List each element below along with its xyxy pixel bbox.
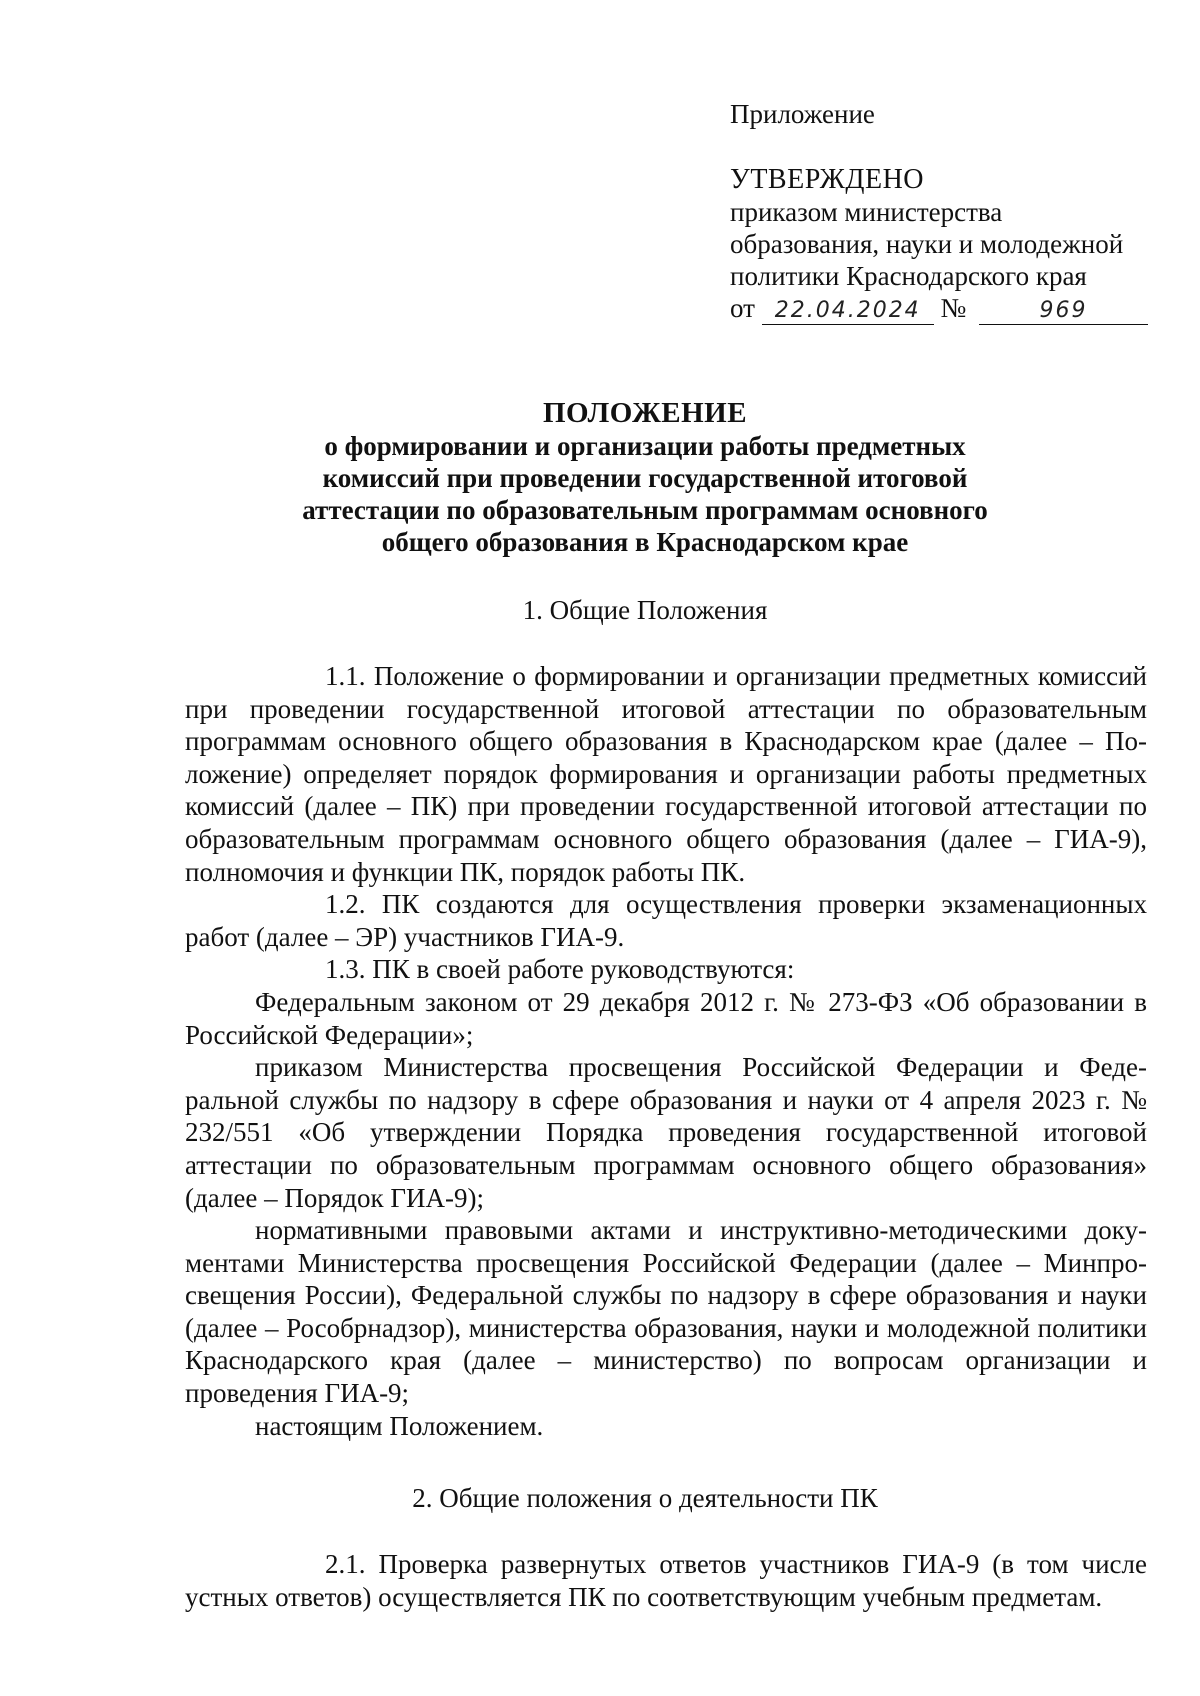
from-label: от: [730, 293, 755, 323]
paragraph-1-1: 1.1. Положение о формировании и организации предметных комиссий при проведении государственной итоговой аттестации по образовательным программам основного общего образования в Краснодарском крае (далее – Положение) определяет порядок формирования и организации работы предметных комиссий (далее – ПК) при проведении государственной итоговой аттестации по образовательным программам основного общего образования (далее – ГИА-9), полномочия и функции ПК, порядок работы ПК.: [185, 661, 1147, 887]
title-line-1: о формировании и организации работы предметных: [324, 431, 966, 461]
approved-label: УТВЕРЖДЕНО: [730, 164, 925, 195]
document-title: [185, 397, 1105, 558]
handwritten-order-number: 969: [979, 298, 1148, 325]
number-label: №: [940, 293, 967, 323]
approval-line-3: политики Краснодарского края: [730, 261, 1087, 291]
paragraph-2-1: 2.1. Проверка развернутых ответов участников ГИА-9 (в том числе устных ответов) осуществляется ПК по соответствующим учебным предметам.: [185, 1549, 1147, 1612]
title-line-3: аттестации по образовательным программам основного: [302, 495, 988, 525]
title-line-4: общего образования в Краснодарском крае: [381, 527, 909, 557]
paragraph-normative-acts: нормативными правовыми актами и инструктивно-методическими документами Министерства просвещения Российской Федерации (далее – Минпросвещения России), Федеральной службы по надзору в сфере образования и науки (далее – Рособрнадзор), министерства образования, науки и молодежной политики Краснодарского края (далее – министерство) по вопросам организации и проведения ГИА-9;: [185, 1215, 1147, 1409]
title-main: ПОЛОЖЕНИЕ: [542, 397, 748, 429]
paragraph-this-regulation: настоящим Положением.: [255, 1410, 544, 1441]
paragraph-federal-law: Федеральным законом от 29 декабря 2012 г. № 273-ФЗ «Об образовании в Российской Федерации»;: [185, 986, 1147, 1050]
approval-line-1: приказом министерства: [730, 197, 1003, 227]
paragraph-order: приказом Министерства просвещения Российской Федерации и Федеральной службы по надзору в сфере образования и науки от 4 апреля 2023 г. № 232/551 «Об утверждении Порядка проведения государственной итоговой аттестации по образовательным программам основного общего образования» (далее – Порядок ГИА-9);: [185, 1052, 1147, 1213]
approval-line-2: образования, науки и молодежной: [730, 229, 1124, 259]
order-date-row: [730, 292, 1170, 325]
section-2-heading: 2. Общие положения о деятельности ПК: [412, 1483, 878, 1513]
paragraph-1-3: 1.3. ПК в своей работе руководствуются:: [325, 954, 795, 985]
appendix-label: Приложение: [730, 99, 875, 129]
approval-stamp-block: [730, 98, 1170, 325]
title-line-2: комиссий при проведении государственной итоговой: [322, 463, 968, 493]
handwritten-date: 22.04.2024: [762, 298, 934, 325]
section-1-body: [185, 660, 1147, 1442]
paragraph-1-2: 1.2. ПК создаются для осуществления проверки экзаменационных работ (далее – ЭР) участников ГИА-9.: [185, 889, 1147, 952]
section-1-heading: 1. Общие Положения: [522, 595, 768, 625]
section-2-body: [185, 1548, 1147, 1613]
